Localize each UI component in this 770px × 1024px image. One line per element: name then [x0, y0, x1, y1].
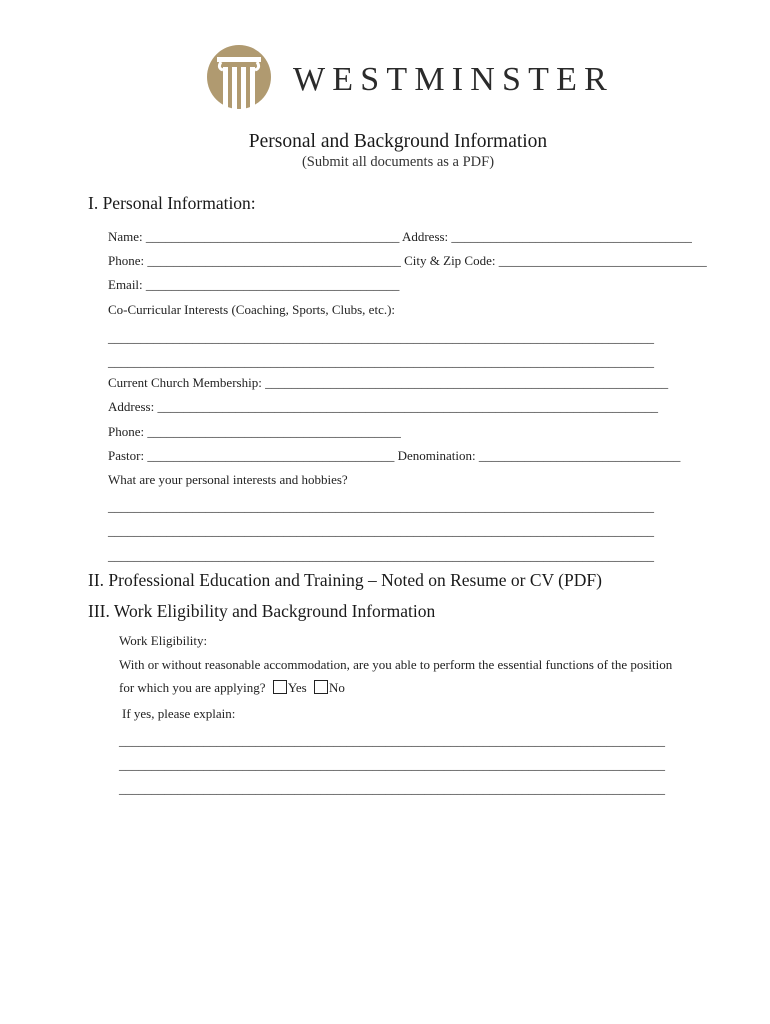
form-subtitle: (Submit all documents as a PDF) — [301, 154, 495, 170]
address-label: Address: — [401, 229, 449, 244]
email-label: Email: — [108, 277, 143, 292]
address-field[interactable]: _____________________________________ — [451, 229, 692, 244]
email-row — [108, 277, 399, 293]
email-field[interactable]: _______________________________________ — [145, 277, 400, 292]
explain-label: If yes, please explain: — [122, 706, 236, 721]
pastor-field[interactable]: ______________________________________ — [147, 448, 395, 463]
hobbies-field-1[interactable]: ____________________________________________________________________________________ — [108, 499, 654, 514]
explain-field-3[interactable]: ____________________________________________________________________________________ — [119, 781, 665, 796]
section-3-heading: III. Work Eligibility and Background Information — [88, 601, 436, 621]
hobbies-field-3[interactable]: ____________________________________________________________________________________ — [108, 548, 654, 563]
section-2-heading: II. Professional Education and Training – Noted on Resume or CV (PDF) — [88, 570, 602, 590]
church-field[interactable]: ______________________________________________________________ — [265, 375, 669, 390]
cocurricular-field-1[interactable]: ____________________________________________________________________________________ — [108, 330, 654, 345]
pastor-label: Pastor: — [108, 448, 145, 463]
cocurricular-label: Co-Curricular Interests (Coaching, Sports, Clubs, etc.): — [108, 302, 396, 317]
name-field[interactable]: _______________________________________ — [145, 229, 400, 244]
no-label: No — [328, 680, 345, 695]
eligibility-label: Work Eligibility: — [119, 633, 208, 648]
pastor-row — [108, 448, 680, 464]
hobbies-field-2[interactable]: ____________________________________________________________________________________ — [108, 523, 654, 538]
eligibility-question-1: With or without reasonable accommodation, are you able to perform the essential functions of the position — [119, 657, 673, 672]
cityzip-label: City & Zip Code: — [404, 253, 496, 268]
church-row — [108, 375, 668, 391]
pillar-logo — [207, 45, 271, 109]
church-phone-label: Phone: — [108, 424, 145, 439]
phone-label: Phone: — [108, 253, 145, 268]
explain-field-1[interactable]: ____________________________________________________________________________________ — [119, 733, 665, 748]
yes-checkbox[interactable] — [273, 680, 287, 694]
denomination-label: Denomination: — [397, 448, 476, 463]
section-1-heading: I. Personal Information: — [88, 193, 256, 213]
church-phone-row — [108, 424, 401, 440]
form-title: Personal and Background Information — [248, 131, 548, 152]
name-label: Name: — [108, 229, 143, 244]
hobbies-label: What are your personal interests and hobbies? — [108, 472, 348, 487]
denomination-field[interactable]: _______________________________ — [478, 448, 681, 463]
cityzip-field[interactable]: ________________________________ — [498, 253, 707, 268]
eligibility-question-row — [119, 680, 345, 696]
org-wordmark: WESTMINSTER — [293, 61, 614, 98]
eligibility-question-2: for which you are applying? — [119, 680, 266, 695]
explain-field-2[interactable]: ____________________________________________________________________________________ — [119, 757, 665, 772]
name-row — [108, 229, 692, 245]
church-label: Current Church Membership: — [108, 375, 262, 390]
church-phone-field[interactable]: _______________________________________ — [147, 424, 401, 439]
church-address-label: Address: — [108, 399, 155, 414]
cocurricular-field-2[interactable]: ____________________________________________________________________________________ — [108, 354, 654, 369]
phone-row — [108, 253, 707, 269]
church-address-row — [108, 399, 658, 415]
church-address-field[interactable]: _____________________________________________________________________________ — [157, 399, 658, 414]
yes-label: Yes — [287, 680, 307, 695]
no-checkbox[interactable] — [314, 680, 328, 694]
phone-field[interactable]: _______________________________________ — [147, 253, 401, 268]
